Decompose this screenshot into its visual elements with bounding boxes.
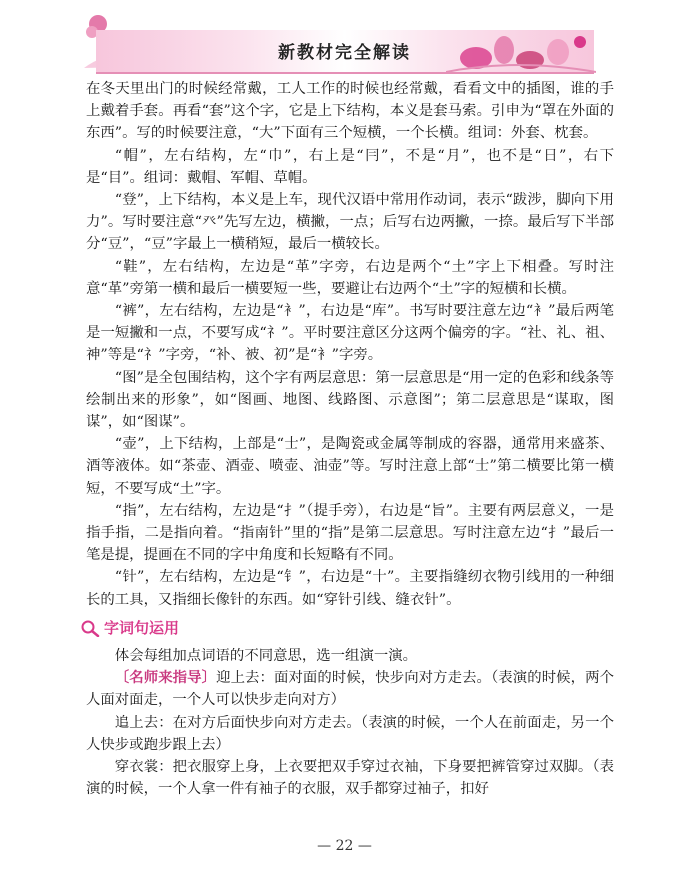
page-content — [86, 78, 614, 801]
page-header — [0, 0, 689, 78]
paragraph-zhen: “针”，左右结构，左边是“钅”，右边是“十”。主要指缝纫衣物引线用的一种细长的工具，又指细长像针的东西。如“穿针引线、缝衣针”。 — [86, 569, 614, 608]
book-title: 新教材完全解读 — [278, 43, 411, 63]
guide-tag: 〔名师来指导〕 — [114, 670, 217, 687]
exercise-instruction: 体会每组加点词语的不同意思，选一组演一演。 — [114, 648, 418, 665]
paragraph-ku: “裤”，左右结构，左边是“衤”，右边是“库”。书写时要注意左边“衤”最后两笔是一短撇和一点，不要写成“礻”。平时要注意区分这两个偏旁的字。“社、礼、祖、神”等是“礻”字旁，“补、被、初”是“衤”字旁。 — [86, 303, 614, 364]
section-title: 字词句运用 — [104, 618, 180, 637]
page-number: — 22 — — [317, 838, 372, 854]
paragraph-zhi: “指”，左右结构，左边是“扌”（提手旁），右边是“旨”。主要有两层意义，一是指手指，二是指向着。“指南针”里的“指”是第二层意思。写时注意左边“扌”最后一笔是提，提画在不同的字中角度和长短略有不同。 — [86, 502, 614, 564]
guide-paragraph — [86, 667, 614, 711]
flower-decoration-icon — [446, 28, 596, 76]
paragraph-tao: 在冬天里出门的时候经常戴，工人工作的时候也经常戴，看看文中的插图，谁的手上戴着手套。再看“套”这个字，它是上下结构，本义是套马索。引申为“罩在外面的东西”。写的时候要注意，“大”下面有三个短横，一个长横。组词：外套、枕套。 — [86, 81, 614, 142]
paragraph-xie: “鞋”，左右结构，左边是“革”字旁，右边是两个“土”字上下相叠。写时注意“革”旁第一横和最后一横要短一些，要避让右边两个“土”字的短横和长横。 — [86, 258, 614, 297]
paragraph-mao: “帽”，左右结构，左“巾”，右上是“冃”，不是“月”，也不是“日”，右下是“目”。组词：戴帽、军帽、草帽。 — [86, 147, 614, 186]
guide-text: 迎上去：面对面的时候，快步向对方走去。（表演的时候，两个人面对面走，一个人可以快步走向对方） — [86, 670, 614, 709]
exercise-item: 穿衣裳：把衣服穿上身，上衣要把双手穿过衣袖，下身要把裤管穿过双脚。（表演的时候，一个人拿一件有袖子的衣服，双手都穿过袖子，扣好 — [86, 759, 614, 798]
paragraph-deng: “登”，上下结构，本义是上车，现代汉语中常用作动词，表示“跋涉，脚向下用力”。写时要注意“癶”先写左边，横撇，一点；后写右边两撇，一捺。最后写下半部分“豆”，“豆”字最上一横稍短，最后一横较长。 — [86, 192, 614, 253]
paragraph-hu: “壶”，上下结构，上部是“士”，是陶瓷或金属等制成的容器，通常用来盛茶、酒等液体。如“茶壶、酒壶、喷壶、油壶”等。写时注意上部“士”第二横要比第一横短，不要写成“土”字。 — [86, 436, 614, 497]
exercise-item: 追上去：在对方后面快步向对方走去。（表演的时候，一个人在前面走，另一个人快步或跑步跟上去） — [86, 714, 614, 753]
magnifier-icon — [80, 619, 100, 637]
section-heading — [80, 617, 614, 639]
paragraph-tu: “图”是全包围结构，这个字有两层意思：第一层意思是“用一定的色彩和线条等绘制出来的形象”，如“图画、地图、线路图、示意图”；第二层意思是“谋取，图谋”，如“图谋”。 — [86, 369, 614, 431]
